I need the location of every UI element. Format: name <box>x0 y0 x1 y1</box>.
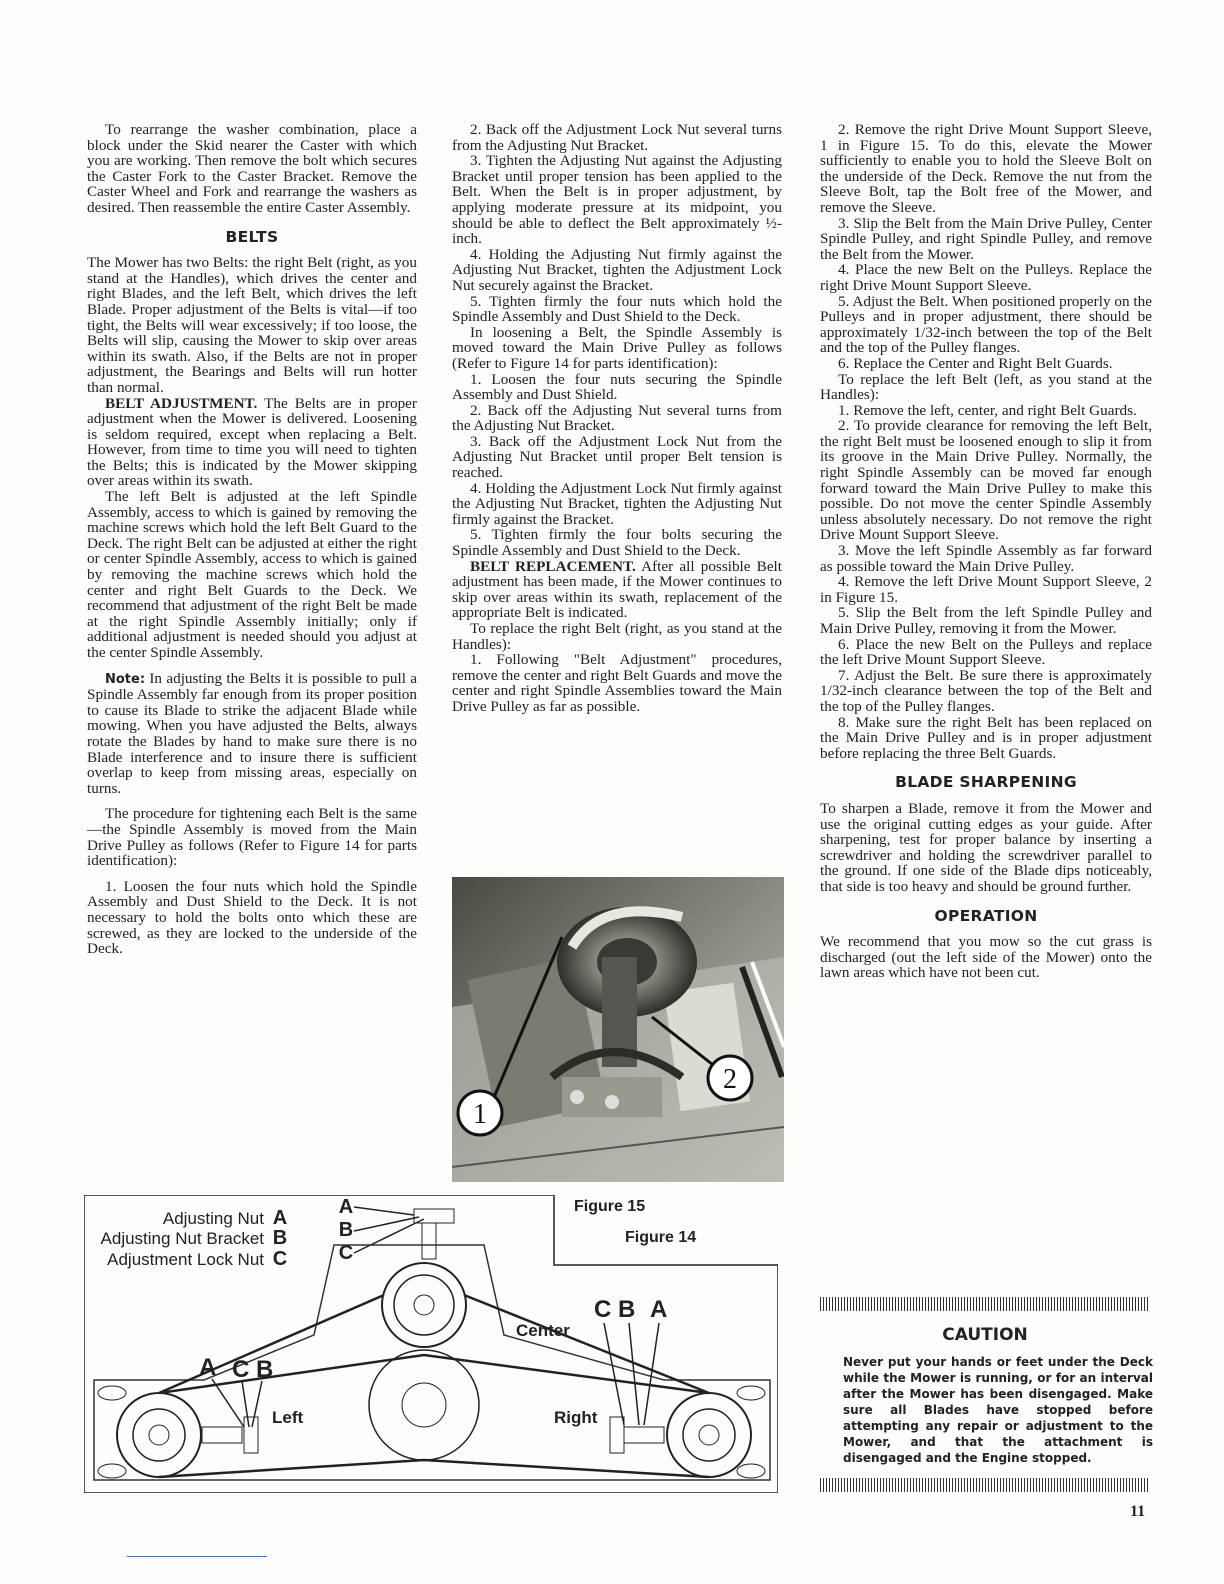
step: 2. Back off the Adjusting Nut several turns from the Adjusting Nut Bracket. <box>452 401 782 435</box>
step: 5. Tighten firmly the four bolts securing the Spindle Assembly and Dust Shield to the Deck. <box>452 526 782 560</box>
step: 3. Slip the Belt from the Main Drive Pulley, Center Spindle Pulley, and right Spindle Pulley, and remove the Belt from the Mower. <box>820 214 1152 263</box>
caution-title: CAUTION <box>942 1325 1028 1345</box>
step: 4. Place the new Belt on the Pulleys. Replace the right Drive Mount Support Sleeve. <box>820 261 1152 294</box>
paragraph: 1. Loosen the four nuts which hold the Spindle Assembly and Dust Shield to the Deck. It is not necessary to hold the bolts onto which these are screwed, as they are locked to the underside of the Deck. <box>87 877 417 958</box>
operation-heading: OPERATION <box>934 906 1038 925</box>
paragraph: To replace the right Belt (right, as you stand at the Handles): <box>452 620 782 653</box>
belt-diagram-svg <box>84 1195 778 1493</box>
legend-letter-a: A <box>272 1207 288 1229</box>
legend-adjustment-lock-nut: Adjustment Lock Nut <box>107 1250 264 1269</box>
text-column-right <box>820 122 1152 981</box>
left-letters-cb: C B <box>232 1356 274 1383</box>
callout-1-label: 1 <box>473 1099 487 1130</box>
step: 1. Remove the left, center, and right Belt Guards. <box>838 401 1137 419</box>
belt-replacement-label: BELT REPLACEMENT. <box>470 557 636 575</box>
figure-14-label: Figure 14 <box>625 1229 697 1246</box>
step: 6. Place the new Belt on the Pulleys and replace the left Drive Mount Support Sleeve. <box>820 635 1152 669</box>
belt-adjustment-label: BELT ADJUSTMENT. <box>105 394 258 412</box>
step: 1. Loosen the four nuts securing the Spindle Assembly and Dust Shield. <box>452 370 782 404</box>
center-label: Center <box>516 1321 570 1340</box>
note-label: Note: <box>105 671 146 687</box>
figure-15-label: Figure 15 <box>574 1198 646 1215</box>
blade-sharpening-heading: BLADE SHARPENING <box>895 773 1077 792</box>
detail-letter-a: A <box>338 1196 354 1218</box>
paragraph-text: In adjusting the Belts it is possible to pull a Spindle Assembly far enough from its proper position to cause its Blade to strike the adjacent Blade while mowing. When you have adjusted the Belts, always rotate the Blades by hand to make sure there is no Blade interference and to insure there is sufficient overlap to keep from missing areas, especially on turns. <box>87 669 417 797</box>
paragraph-belt-adjustment <box>87 396 417 490</box>
right-letters-cb: C B <box>594 1296 636 1323</box>
left-label: Left <box>272 1408 304 1427</box>
detail-letter-b: B <box>338 1219 354 1241</box>
paragraph-text: After all possible Belt adjustment has been made, if the Mower continues to skip over areas within its swath, replacement of the appropriate Belt is indicated. <box>452 557 782 622</box>
paragraph: The procedure for tightening each Belt is the same—the Spindle Assembly is moved from the Main Drive Pulley as follows (Refer to Figure 14 for parts identification): <box>87 805 417 870</box>
belts-heading: BELTS <box>225 227 279 246</box>
legend-adjusting-nut: Adjusting Nut <box>162 1209 264 1228</box>
step: 7. Adjust the Belt. Be sure there is approximately 1/32-inch clearance between the top of the Belt and the top of the Pulley flanges. <box>820 666 1152 715</box>
step: 3. Move the left Spindle Assembly as far forward as possible toward the Main Drive Pulley. <box>820 542 1152 575</box>
note-paragraph <box>87 671 417 797</box>
text-column-middle <box>452 122 782 715</box>
step: 4. Remove the left Drive Mount Support Sleeve, 2 in Figure 15. <box>820 573 1152 606</box>
left-letter-a: A <box>199 1354 217 1381</box>
paragraph: To rearrange the washer combination, place a block under the Skid nearer the Caster with which you are working. Then remove the bolt which secures the Caster Fork to the Caster Bracket. Remove the Caster Wheel and Fork and rearrange the washers as desired. Then reassemble the entire Caster Assembly. <box>87 121 417 216</box>
paragraph: To replace the left Belt (left, as you stand at the Handles): <box>820 370 1152 404</box>
belt-replacement-paragraph <box>452 559 782 621</box>
paragraph: To sharpen a Blade, remove it from the Mower and use the original cutting edges as your guide. After sharpening, test for proper balance by inserting a screwdriver and holding the screwdriver parallel to the ground. If one side of the Blade dips noticeably, that side is too heavy and should be ground further. <box>820 799 1152 895</box>
blue-rule <box>127 1556 267 1557</box>
step: 3. Tighten the Adjusting Nut against the Adjusting Bracket until proper tension has been applied to the Belt. When the Belt is in proper adjustment, by applying moderate pressure at its midpoint, you should be able to deflect the Belt approximately ½-inch. <box>452 152 782 248</box>
callout-2-label: 2 <box>723 1064 737 1095</box>
photo-illustration <box>452 877 784 1182</box>
step: 4. Holding the Adjusting Nut firmly against the Adjusting Nut Bracket, tighten the Adjustment Lock Nut securely against the Bracket. <box>452 245 782 294</box>
paragraph: The left Belt is adjusted at the left Spindle Assembly, access to which is gained by removing the machine screws which hold the left Belt Guard to the Deck. The right Belt can be adjusted at either the right or center Spindle Assembly, access to which is gained by removing the machine screws which hold the center and right Belt Guards to the Deck. We recommend that adjustment of the right Belt be made at the right Spindle Assembly initially; only if additional adjustment is needed should you adjust at the center Spindle Assembly. <box>87 488 417 661</box>
right-label: Right <box>554 1408 598 1427</box>
legend-adjusting-nut-bracket: Adjusting Nut Bracket <box>100 1229 264 1248</box>
step: 1. Following "Belt Adjustment" procedures, remove the center and right Belt Guards and move the center and right Spindle Assemblies toward the Main Drive Pulley as far as possible. <box>452 651 782 715</box>
legend-letter-c: C <box>272 1248 288 1270</box>
step: 8. Make sure the right Belt has been replaced on the Main Drive Pulley and is in proper adjustment before replacing the three Belt Guards. <box>820 713 1152 762</box>
step: 6. Replace the Center and Right Belt Guards. <box>838 354 1113 372</box>
step: 5. Tighten firmly the four nuts which hold the Spindle Assembly and Dust Shield to the Deck. <box>452 292 782 326</box>
caution-text: Never put your hands or feet under the Deck while the Mower is running, or for an interval after the Mower has been disengaged. Make sure all Blades have stopped before attempting any repair or adjustment to the Mower, and that the attachment is disengaged and the Engine stopped. <box>843 1355 1153 1465</box>
mower-spindle-photo <box>452 877 784 1182</box>
step: 5. Slip the Belt from the left Spindle Pulley and Main Drive Pulley, removing it from the Mower. <box>820 604 1152 637</box>
page-number: 11 <box>1130 1503 1146 1520</box>
step: 5. Adjust the Belt. When positioned properly on the Pulleys and in proper adjustment, there should be approximately 1/32-inch between the top of the Belt and the top of the Pulley flanges. <box>820 292 1152 357</box>
paragraph: The Mower has two Belts: the right Belt (right, as you stand at the Handles), which drives the center and right Blades, and the left Belt, which drives the left Blade. Proper adjustment of the Belts is vital—if too tight, the Belts will wear excessively; if too loose, the Belts will slip, causing the Mower to skip over areas within its swath. Also, if the Belts are not in proper adjustment, the Bearings and Belts will run hotter than normal. <box>87 254 417 396</box>
detail-letter-c: C <box>338 1242 354 1264</box>
step: 3. Back off the Adjustment Lock Nut from the Adjusting Nut Bracket until proper Belt tension is reached. <box>452 432 782 482</box>
step: 2. To provide clearance for removing the left Belt, the right Belt must be loosened enough to slip it from its groove in the Main Drive Pulley. Normally, the right Spindle Assembly can be moved far enough forward toward the Main Drive Pulley to make this possible. Do not move the center Spindle Assembly unless absolutely necessary. Do not remove the right Drive Mount Support Sleeve. <box>820 417 1152 544</box>
step: 2. Remove the right Drive Mount Support Sleeve, 1 in Figure 15. To do this, elevate the Mower sufficiently to enable you to hold the Sleeve Bolt on the underside of the Deck. Remove the nut from the Sleeve Bolt, tap the Bolt free of the Mower, and remove the Sleeve. <box>820 121 1152 216</box>
text-column-left <box>87 122 417 957</box>
belt-diagram-figure <box>84 1195 778 1493</box>
paragraph-text: The Belts are in proper adjustment when the Mower is delivered. Loosening is seldom required, except when replacing a Belt. However, from time to time you will need to tighten the Belts; this is indicated by the Mower skipping over areas within its swath. <box>87 394 417 490</box>
caution-top-rule <box>820 1297 1150 1311</box>
step: 2. Back off the Adjustment Lock Nut several turns from the Adjusting Nut Bracket. <box>452 121 782 154</box>
paragraph: We recommend that you mow so the cut grass is discharged (out the left side of the Mower) onto the lawn areas which have not been cut. <box>820 933 1152 982</box>
legend-letter-b: B <box>272 1227 288 1249</box>
paragraph: In loosening a Belt, the Spindle Assembly is moved toward the Main Drive Pulley as follows (Refer to Figure 14 for parts identification): <box>452 323 782 372</box>
step: 4. Holding the Adjustment Lock Nut firmly against the Adjusting Nut Bracket, tighten the Adjusting Nut firmly against the Bracket. <box>452 479 782 528</box>
caution-bottom-rule <box>820 1478 1150 1492</box>
right-letter-a: A <box>650 1296 668 1323</box>
